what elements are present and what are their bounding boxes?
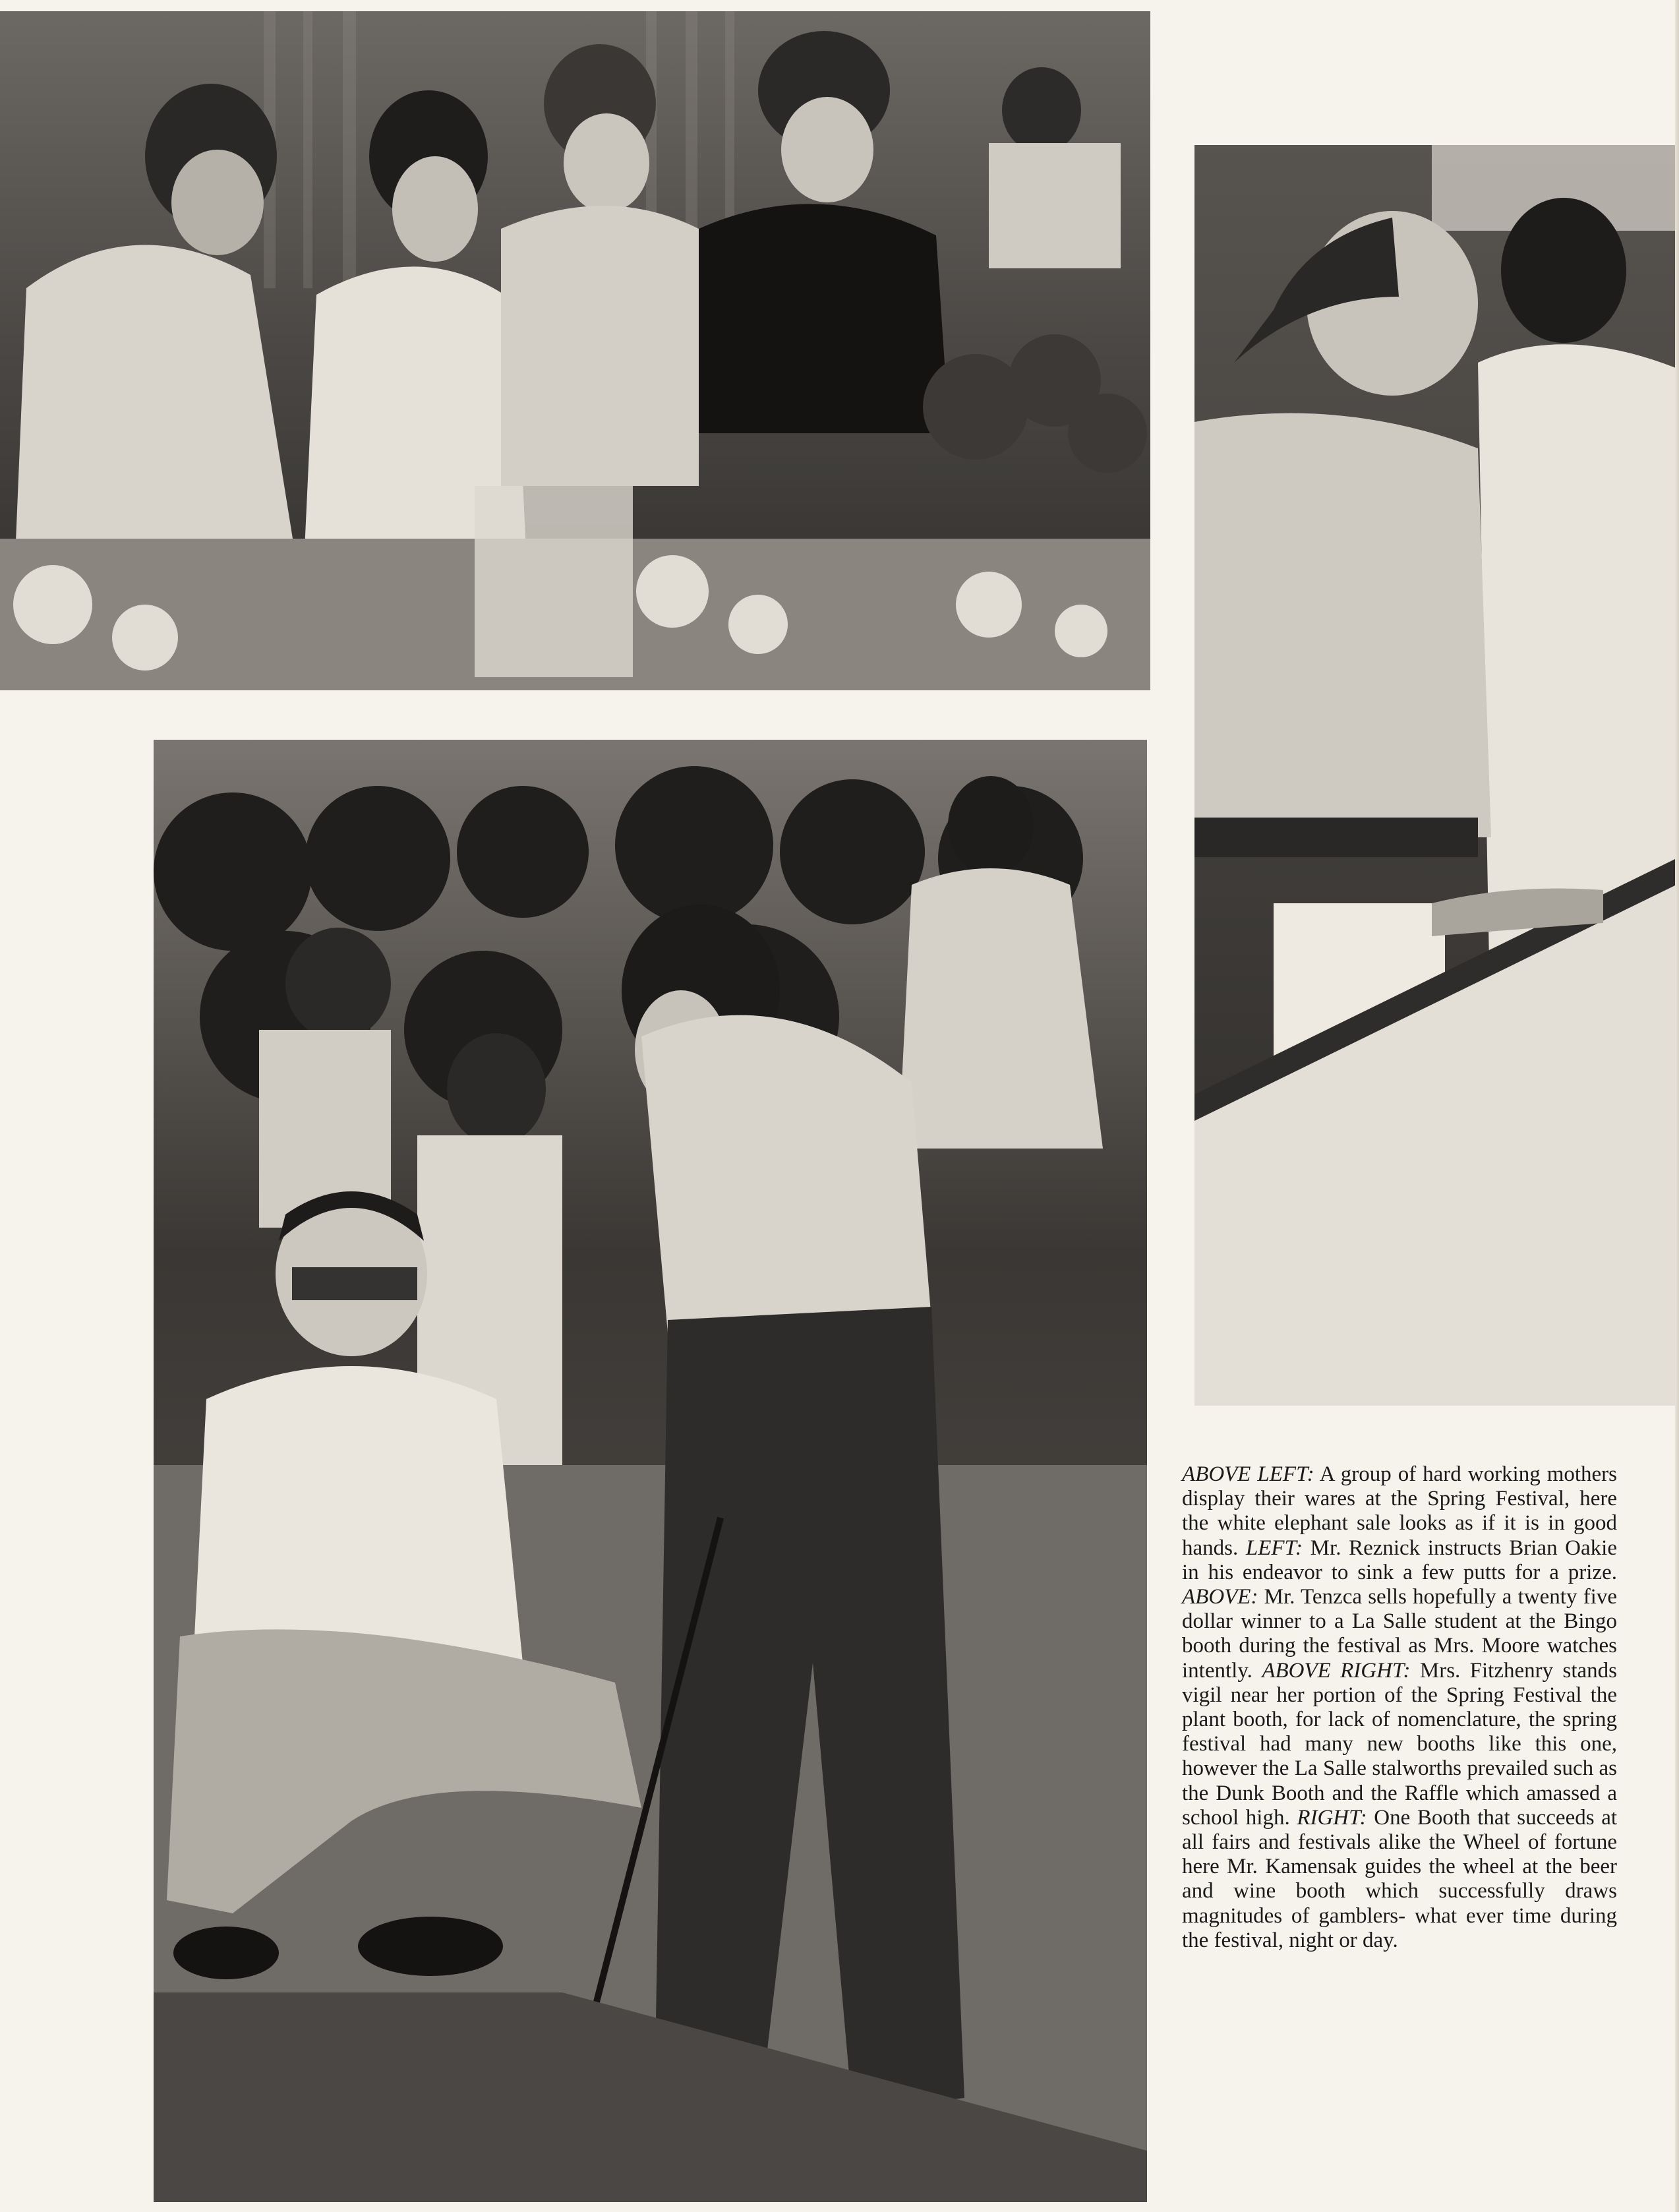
photo-mini-golf [154,740,1147,2202]
caption-label-right: RIGHT: [1297,1805,1367,1830]
photo-white-elephant-sale [0,11,1150,690]
photo-caption [1182,1462,1617,1953]
caption-label-above-right: ABOVE RIGHT: [1262,1658,1411,1683]
photo-bingo-booth [1194,145,1679,1406]
photo-bingo-booth-image [1194,145,1679,1406]
caption-label-left: LEFT: [1245,1536,1303,1560]
photo-mini-golf-image [154,740,1147,2202]
caption-text-above-right: Mrs. Fitzhenry stands vigil near her portion of the Spring Festival the plant booth, for lack of nomenclature, the spring festival had many new booths like this one, however the La Salle stalworths prevailed such as the Dunk Booth and the Raffle which amassed a school high. [1182,1658,1617,1830]
caption-text-above: Mr. Tenzca sells hopefully a twenty five dollar winner to a La Salle student at the Bingo booth during the festival as Mrs. Moore watches intently. [1182,1585,1617,1683]
caption-text-right: One Booth that succeeds at all fairs and festivals alike the Wheel of fortune here Mr. Kamensak guides the wheel at the beer and wine booth which successfully draws magnitudes of gamblers- what ever time during the festival, night or day. [1182,1805,1618,1952]
caption-label-above: ABOVE: [1182,1585,1258,1609]
caption-text-above-left: A group of hard working mothers display their wares at the Spring Festival, here the white elephant sale looks as if it is in good hands. [1182,1462,1618,1560]
scan-edge [1675,0,1679,2212]
photo-white-elephant-sale-image [0,11,1150,690]
caption-label-above-left: ABOVE LEFT: [1182,1462,1314,1486]
caption-text-left: Mr. Reznick instructs Brian Oakie in his endeavor to sink a few putts for a prize. [1182,1536,1617,1584]
